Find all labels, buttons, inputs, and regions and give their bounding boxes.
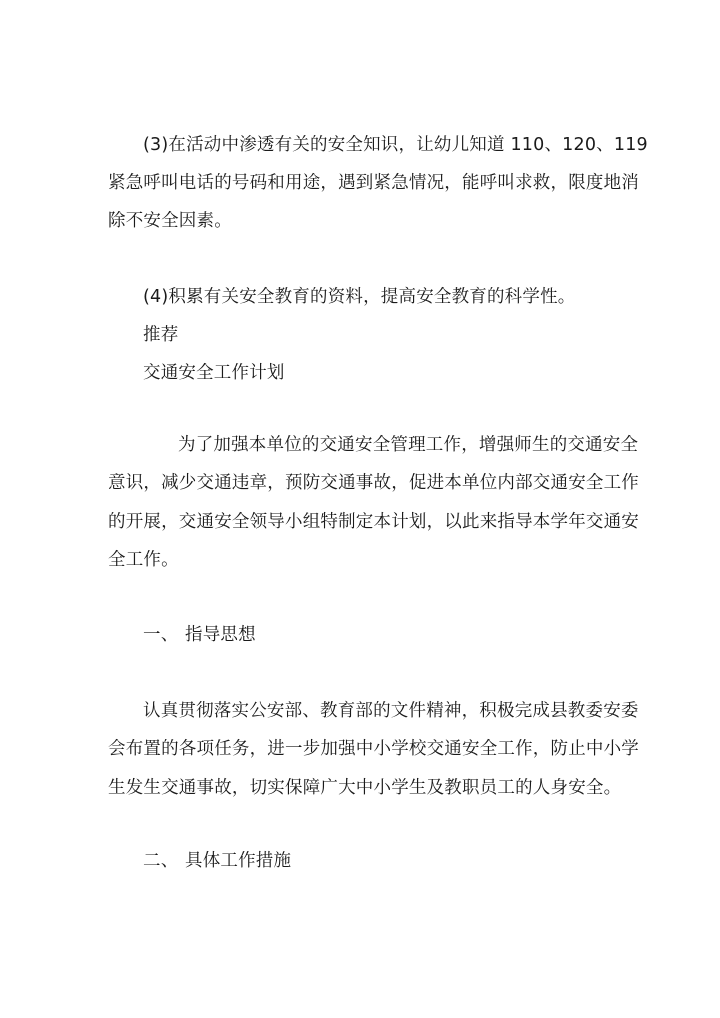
- section-title-2: 具体工作措施: [185, 851, 292, 871]
- plan-title: 交通安全工作计划: [143, 363, 285, 383]
- recommend-label: 推荐: [143, 325, 179, 345]
- intro-line-1: 为了加强本单位的交通安全管理工作，增强师生的交通安全: [178, 435, 639, 455]
- section-heading-1: [143, 616, 648, 654]
- section-heading-2: [143, 842, 648, 880]
- para3-line-2: 紧急呼叫电话的号码和用途，遇到紧急情况，能呼叫求救，限度地消: [108, 173, 639, 193]
- section1-line-1: 认真贯彻落实公安部、教育部的文件精神，积极完成县教委安委: [143, 701, 639, 721]
- section-number-2: 二、: [143, 851, 179, 871]
- intro-line-4: 全工作。: [108, 550, 179, 570]
- para4: (4)积累有关安全教育的资料，提高安全教育的科学性。: [143, 287, 576, 307]
- section1-line-3: 生发生交通事故，切实保障广大中小学生及教职员工的人身安全。: [108, 778, 622, 798]
- section-number-1: 一、: [143, 625, 179, 645]
- intro-line-3: 的开展，交通安全领导小组特制定本计划，以此来指导本学年交通安: [108, 512, 639, 532]
- section1-line-2: 会布置的各项任务，进一步加强中小学校交通安全工作，防止中小学: [108, 739, 639, 759]
- section-title-1: 指导思想: [185, 625, 256, 645]
- para3-line-3: 除不安全因素。: [108, 211, 232, 231]
- intro-line-2: 意识，减少交通违章，预防交通事故，促进本单位内部交通安全工作: [108, 473, 639, 493]
- para3-line-1: (3)在活动中渗透有关的安全知识，让幼儿知道 110、120、119: [143, 135, 648, 155]
